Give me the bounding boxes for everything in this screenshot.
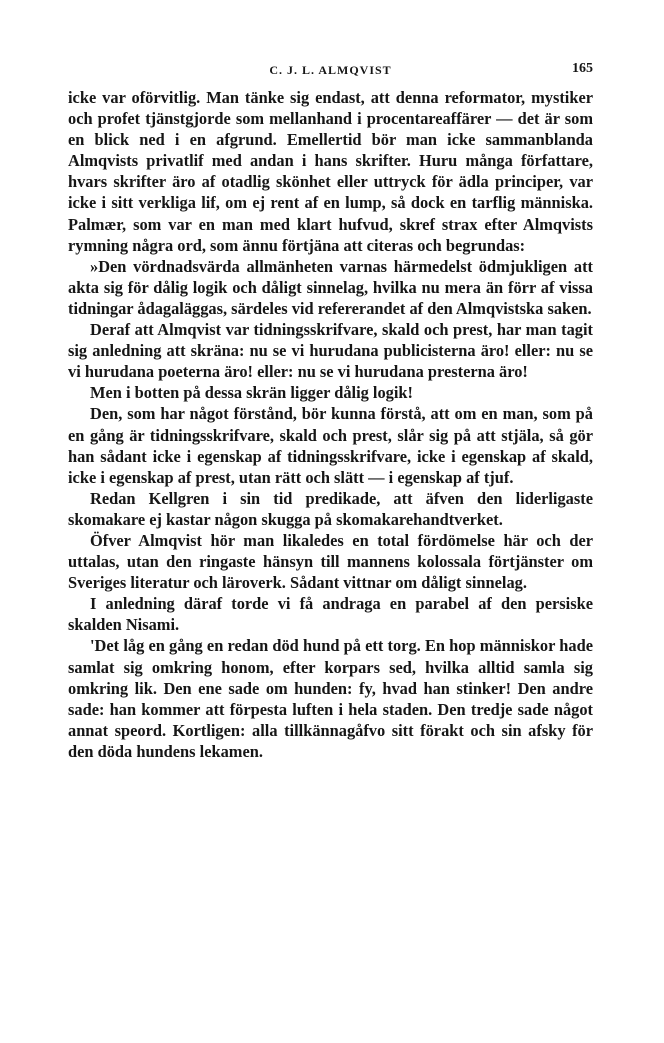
paragraph-3: Deraf att Almqvist var tidningsskrifvare, skald och prest, har man tagit sig anledning att skräna: nu se vi hurudana publicisterna äro! eller: nu se vi hurudana poeterna äro! eller: nu se vi hurudana presterna äro! [68,320,593,382]
paragraph-6: Redan Kellgren i sin tid predikade, att äfven den liderligaste skomakare ej kastar någon skugga på skomakarehandtverket. [68,488,593,529]
paragraph-7: Öfver Almqvist hör man likaledes en total fördömelse här och der uttalas, utan den ringaste hänsyn till mannens kolossala förtjänster om Sveriges literatur och läroverk. Sådant vittnar om dåligt sinnelag. [68,530,593,593]
running-head: C. J. L. ALMQVIST [269,63,392,77]
paragraph-5: Den, som har något förstånd, bör kunna förstå, att om en man, som på en gång är tidningsskrifvare, skald och prest, slår sig på att stjäla, så gör han sådant icke i egenskap af tidningsskrifvare, icke i egenskap af skald, icke i egenskap af prest, utan rätt och slätt — i egenskap af tjuf. [68,404,593,487]
paragraph-1: icke var oförvitlig. Man tänke sig endast, att denna reformator, mystiker och profet tjänstgjorde som mellanhand i procentareaffärer — det är som en blick ned i en afgrund. Emellertid bör man icke sammanblanda Almqvists privatlif med andan i hans skrifter. Huru många författare, hvars skrifter äro af otadlig skönhet eller uttryck för ädla principer, var icke i sitt verkliga lif, om ej rent af en lump, så dock en tarflig människa. Palmær, som var en man med klart hufvud, skref strax efter Almqvists rymning några ord, som ännu förtjäna att citeras och begrundas: [68,88,593,255]
paragraph-8: I anledning däraf torde vi få andraga en parabel af den persiske skalden Nisami. [68,594,593,635]
paragraph-9: 'Det låg en gång en redan död hund på ett torg. En hop människor hade samlat sig omkring honom, efter korpars sed, hvilka alltid samla sig omkring lik. Den ene sade om hunden: fy, hvad han stinker! Den andre sade: han kommer att förpesta luften i hela staden. Den tredje sade något annat speord. Kortligen: alla tillkännagåfvo sitt förakt och sin afsky för den döda hundens lekamen. [68,636,593,761]
page-header [68,60,593,82]
body-text [68,87,593,762]
paragraph-4: Men i botten på dessa skrän ligger dålig logik! [90,383,413,403]
page-number: 165 [572,61,593,76]
paragraph-2: »Den vördnadsvärda allmänheten varnas härmedelst ödmjukligen att akta sig för dålig logik och dåligt sinnelag, hvilka nu mera än förr af vissa tidningar ådagaläggas, särdeles vid refererandet af den Almqvistska saken. [68,256,593,318]
